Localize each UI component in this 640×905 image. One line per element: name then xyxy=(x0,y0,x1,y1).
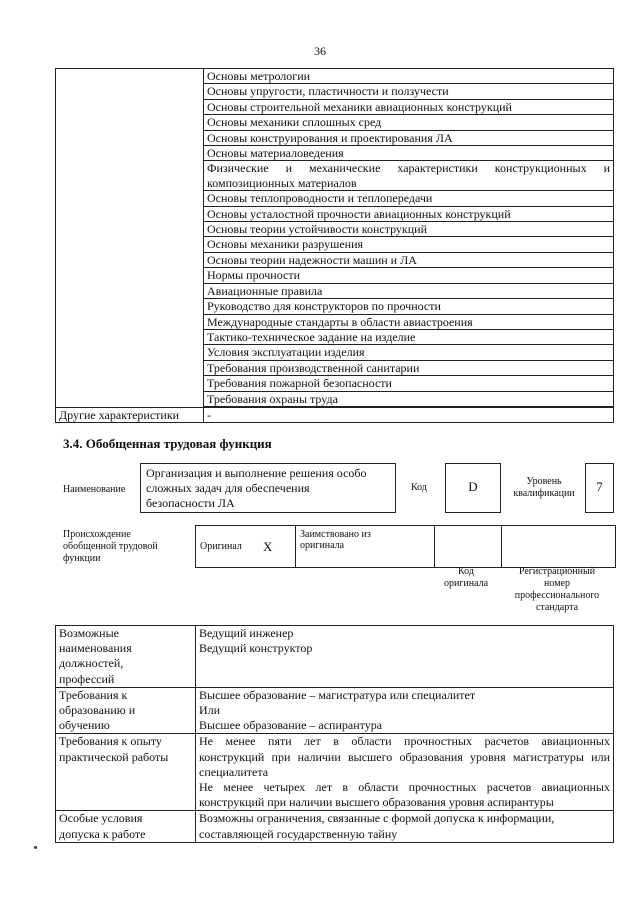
label-line: образованию и xyxy=(59,703,136,718)
label-line: обучению xyxy=(59,718,110,733)
knowledge-item: Условия эксплуатации изделия xyxy=(204,345,614,360)
knowledge-item: Основы материаловедения xyxy=(204,146,614,161)
table-row xyxy=(56,687,614,734)
margin-dot xyxy=(34,846,37,849)
knowledge-item-line: композиционных материалов xyxy=(207,175,357,190)
requirement-label xyxy=(56,687,196,734)
origin-label xyxy=(63,529,158,565)
function-name-line: сложных задач для обеспечения xyxy=(146,481,310,495)
label-line: практической работы xyxy=(59,749,169,764)
requirement-value xyxy=(196,811,614,842)
label-line: Требования к опыту xyxy=(59,734,162,749)
table-row xyxy=(196,526,616,568)
origin-label-line: обобщенной трудовой xyxy=(63,541,158,552)
knowledge-item: Авиационные правила xyxy=(204,283,614,298)
empty-cell xyxy=(56,69,204,408)
label-line: профессий xyxy=(59,671,115,686)
requirement-label xyxy=(56,626,196,688)
knowledge-item: Основы теплопроводности и теплопередачи xyxy=(204,191,614,206)
function-name-line: Организация и выполнение решения особо xyxy=(146,466,367,480)
requirement-label xyxy=(56,811,196,842)
code-value: D xyxy=(445,463,501,513)
label-line: Возможные xyxy=(59,626,119,640)
origin-table xyxy=(195,525,616,568)
knowledge-item xyxy=(204,161,614,191)
level-value: 7 xyxy=(585,463,614,513)
label-line: наименования xyxy=(59,641,132,656)
value-line: конструкций при наличии высшего образования уровня аспирантуры xyxy=(199,795,554,810)
function-name-box xyxy=(140,463,396,513)
code-original-caption xyxy=(432,566,500,590)
other-characteristics-label: Другие характеристики xyxy=(56,407,204,422)
caption-line: оригинала xyxy=(443,578,489,589)
reg-number-caption xyxy=(503,566,611,614)
knowledge-item: Основы механики разрушения xyxy=(204,237,614,252)
value-line: Ведущий конструктор xyxy=(199,641,313,656)
table-row xyxy=(56,811,614,842)
borrowed-cell xyxy=(296,526,435,568)
knowledge-item: Основы упругости, пластичности и ползучести xyxy=(204,84,614,99)
value-line: Возможны ограничения, связанные с формой допуска к информации, xyxy=(199,811,555,826)
origin-label-line: функции xyxy=(63,553,101,564)
level-label xyxy=(509,476,579,500)
value-line: конструкций при наличии высшего образования уровня магистратуры или xyxy=(199,749,610,764)
knowledge-item: Международные стандарты в области авиастроения xyxy=(204,314,614,329)
value-line: составляющей государственную тайну xyxy=(199,826,398,841)
requirement-value xyxy=(196,687,614,734)
name-label: Наименование xyxy=(63,484,126,495)
requirement-value xyxy=(196,626,614,688)
knowledge-item: Тактико-техническое задание на изделие xyxy=(204,329,614,344)
knowledge-item: Требования производственной санитарии xyxy=(204,360,614,375)
knowledge-item: Основы конструирования и проектирования ЛА xyxy=(204,130,614,145)
page-number: 36 xyxy=(314,44,326,58)
reg-number-cell xyxy=(502,526,616,568)
label-line: допуска к работе xyxy=(59,826,146,841)
value-line: Не менее пяти лет в области прочностных расчетов авиационных xyxy=(199,734,610,749)
knowledge-item: Основы строительной механики авиационных конструкций xyxy=(204,99,614,114)
level-label-line: квалификации xyxy=(513,488,575,499)
knowledge-item: Нормы прочности xyxy=(204,268,614,283)
value-line: Высшее образование – магистратура или специалитет xyxy=(199,687,476,702)
original-label: Оригинал xyxy=(196,526,260,568)
label-line: должностей, xyxy=(59,656,124,671)
label-line: Особые условия xyxy=(59,811,143,826)
knowledge-item: Основы механики сплошных сред xyxy=(204,115,614,130)
requirements-table xyxy=(55,625,614,843)
table-row xyxy=(56,626,614,688)
caption-line: профессионального xyxy=(514,590,600,601)
requirement-label xyxy=(56,734,196,811)
label-line: Требования к xyxy=(59,687,128,702)
value-line: Ведущий инженер xyxy=(199,626,294,640)
original-mark: X xyxy=(259,526,296,568)
value-line: Или xyxy=(199,703,221,718)
knowledge-item-line: Физические и механические характеристики конструкционных и xyxy=(207,161,610,176)
function-name-line: безопасности ЛА xyxy=(146,496,235,510)
knowledge-item: Основы метрологии xyxy=(204,69,614,84)
caption-line: номер xyxy=(544,578,570,589)
knowledge-item: Требования пожарной безопасности xyxy=(204,376,614,391)
knowledge-item: Основы усталостной прочности авиационных конструкций xyxy=(204,206,614,221)
code-label: Код xyxy=(411,482,427,493)
section-title: 3.4. Обобщенная трудовая функция xyxy=(63,436,272,451)
caption-line: Код xyxy=(458,566,474,577)
table-row xyxy=(56,407,614,422)
borrowed-line: Заимствовано из xyxy=(300,529,371,540)
value-line: Высшее образование – аспирантура xyxy=(199,718,383,733)
origin-label-line: Происхождение xyxy=(63,529,131,540)
knowledge-item: Основы теории надежности машин и ЛА xyxy=(204,252,614,267)
other-characteristics-value: - xyxy=(204,407,614,422)
knowledge-item: Руководство для конструкторов по прочности xyxy=(204,299,614,314)
code-original-cell xyxy=(435,526,502,568)
table-row xyxy=(56,69,614,84)
borrowed-line: оригинала xyxy=(300,540,345,551)
knowledge-table xyxy=(55,68,614,423)
value-line: Не менее четырех лет в области прочностных расчетов авиационных xyxy=(199,780,610,795)
table-row xyxy=(56,734,614,811)
knowledge-item: Требования охраны труда xyxy=(204,391,614,406)
level-label-line: Уровень xyxy=(526,476,562,487)
value-line: специалитета xyxy=(199,764,269,779)
requirement-value xyxy=(196,734,614,811)
caption-line: стандарта xyxy=(535,602,579,613)
caption-line: Регистрационный xyxy=(518,566,596,577)
knowledge-item: Основы теории устойчивости конструкций xyxy=(204,222,614,237)
